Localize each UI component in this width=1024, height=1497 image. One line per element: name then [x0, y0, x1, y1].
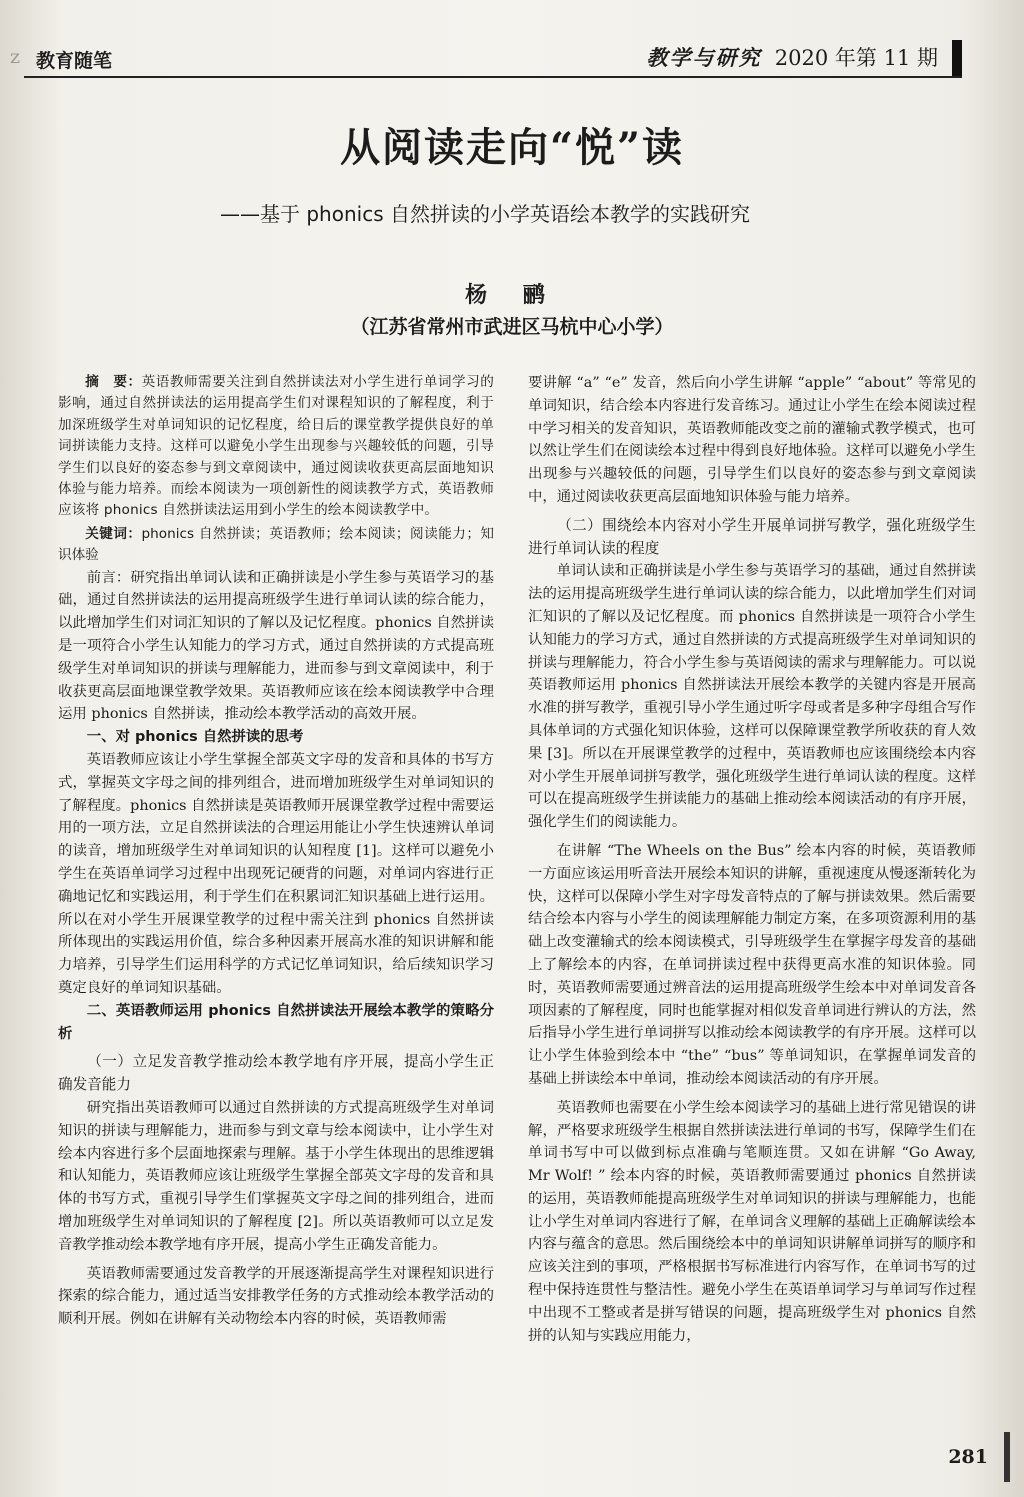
section-heading-1: 一、对 phonics 自然拼读的思考: [86, 729, 304, 746]
abstract: [58, 372, 494, 522]
header-corner-mark: z: [10, 46, 21, 68]
header-rule: [24, 76, 962, 78]
section-label: 教育随笔: [36, 50, 113, 72]
paragraph: 单词认读和正确拼读是小学生参与英语学习的基础，通过自然拼读法的运用提高班级学生进行单词认读的综合能力，以此增加学生们对词汇知识的了解以及记忆程度。而 phonics 自然拼读是一项符合小学生认知能力的学习方式，通过自然拼读的方式提高班级学生对单词知识的拼读与理解能力，符合小学生参与英语阅读的需求与理解能力。可以说英语教师运用 phonics 自然拼读法开展绘本教学的关键内容是开展高水准的拼写教学，重视引导小学生通过听字母或者是多种字母组合写作具体单词的方式强化知识体验，这样可以保障课堂教学所收获的育人效果 [3]。所以在开展课堂教学的过程中，英语教师也应该围绕绘本内容对小学生开展单词拼写教学，强化班级学生进行单词认读的程度。这样可以在提高班级学生拼读能力的基础上推动绘本阅读活动的有序开展，强化学生们的阅读能力。: [528, 563, 976, 831]
subsection-heading-2: （二）围绕绘本内容对小学生开展单词拼写教学，强化班级学生进行单词认读的程度: [528, 516, 976, 557]
running-header: [0, 40, 1024, 74]
article-title: 从阅读走向“悦”读: [339, 124, 684, 171]
paragraph: 英语教师也需要在小学生绘本阅读学习的基础上进行常见错误的讲解，严格要求班级学生根据自然拼读法进行单词的书写，保障学生们在单词书写中可以做到标点准确与笔顺连贯。又如在讲解 “Go Away, Mr Wolf! ” 绘本内容的时候，英语教师需要通过 phonics 自然拼读的运用，英语教师能提高班级学生对单词知识的拼读与理解能力，也能让小学生对单词内容进行了解，在单词含义理解的基础上正确解读绘本内容与蕴含的意思。然后围绕绘本中的单词知识讲解单词拼写的顺序和应该关注到的事项，严格根据书写标准进行内容写作，在单词书写的过程中保持连贯性与整洁性。避免小学生在英语单词学习与单词写作过程中出现不工整或者是拼写错误的问题，提高班级学生对 phonics 自然拼的认知与实践应用能力，: [528, 1099, 976, 1344]
paragraph: 英语教师需要通过发音教学的开展逐渐提高学生对课程知识进行探索的综合能力，通过适当安排教学任务的方式推动绘本教学活动的顺利开展。例如在讲解有关动物绘本内容的时候，英语教师需: [58, 1265, 494, 1328]
keywords-text: phonics 自然拼读；英语教师；绘本阅读；阅读能力；知识体验: [58, 525, 494, 564]
page-edge-mark: [1004, 1432, 1010, 1482]
paragraph: 英语教师应该让小学生掌握全部英文字母的发音和具体的书写方式，掌握英文字母之间的排列组合，进而增加班级学生对单词知识的了解程度。phonics 自然拼读是英语教师开展课堂教学过程中需要运用的一项方法，立足自然拼读法的合理运用能让小学生快速辨认单词的读音，增加班级学生对单词知识的认知程度 [1]。这样可以避免小学生在英语单词学习过程中出现死记硬背的问题，对单词内容进行正确地记忆和实践运用，利于学生们在积累词汇知识基础上进行运用。所以在对小学生开展课堂教学的过程中需关注到 phonics 自然拼读所体现出的实践运用价值，综合多种因素开展高水准的知识讲解和能力培养，引导学生们运用科学的方式记忆单词知识，给后续知识学习奠定良好的单词知识基础。: [58, 752, 494, 996]
abstract-label: 摘 要：: [85, 374, 142, 390]
journal-title: 教学与研究: [646, 45, 762, 70]
paragraph: 研究指出英语教师可以通过自然拼读的方式提高班级学生对单词知识的拼读与理解能力，进而参与到文章与绘本阅读中，让小学生对绘本内容进行多个层面地探索与理解。基于小学生体现出的思维逻辑和认知能力，英语教师应该让班级学生掌握全部英文字母的发音和具体的书写方式，重视引导学生们掌握英文字母之间的排列组合，进而增加班级学生对单词知识的了解程度 [2]。所以英语教师可以立足发音教学推动绘本教学地有序开展，提高小学生正确发音能力。: [58, 1099, 494, 1253]
header-block-mark: [952, 40, 962, 78]
keywords-label: 关键词：: [85, 525, 142, 542]
issue-label: 2020 年第 11 期: [774, 46, 938, 70]
abstract-text: 英语教师需要关注到自然拼读法对小学生进行单词学习的影响，通过自然拼读法的运用提高学生们对课程知识的了解程度，利于加深班级学生对单词知识的记忆程度，给日后的课堂教学提供良好的单词拼读能力支持。这样可以避免小学生出现参与兴趣较低的问题，引导学生们以良好的姿态参与到文章阅读中，通过阅读收获更高层面地知识体验与能力培养。而绘本阅读为一项创新性的阅读教学方式，英语教师应该将 phonics 自然拼读法运用到小学生的绘本阅读教学中。: [58, 374, 494, 519]
page-number: 281: [948, 1446, 988, 1468]
preface-paragraph: 前言：研究指出单词认读和正确拼读是小学生参与英语学习的基础，通过自然拼读法的运用提高班级学生进行单词认读的综合能力，以此增加学生们对词汇知识的了解以及记忆程度。phonics 自然拼读是一项符合小学生认知能力的学习方式，通过自然拼读的方式提高班级学生对单词知识的拼读与理解能力，进而参与到文章阅读中，利于收获更高层面地课堂教学效果。英语教师应该在绘本阅读教学中合理运用 phonics 自然拼读，推动绘本教学活动的高效开展。: [58, 569, 494, 723]
paragraph: 在讲解 “The Wheels on the Bus” 绘本内容的时候，英语教师一方面应该运用听音法开展绘本知识的讲解，重视速度从慢逐渐转化为快，这样可以保障小学生对字母发音特点的了解与拼读效果。然后需要结合绘本内容与小学生的阅读理解能力制定方案，在多项资源利用的基础上改变灌输式的绘本阅读模式，引导班级学生在掌握字母发音的基础上了解绘本的内容，在单词拼读过程中获得更高水准的知识体验。同时，英语教师需要通过辨音法的运用提高班级学生绘本中对单词发音各项因素的了解程度，同时也能掌握对相似发音单词进行辨认的方法，然后指导小学生进行单词拼写以推动绘本阅读教学的有序开展。这样可以让小学生体验到绘本中 “the” “bus” 等单词知识，在掌握单词发音的基础上拼读绘本中单词，推动绘本阅读活动的有序开展。: [528, 842, 976, 1087]
paragraph-continued: 要讲解 “a” “e” 发音，然后向小学生讲解 “apple” “about” 等常见的单词知识，结合绘本内容进行发音练习。通过让小学生在绘本阅读过程中学习相关的发音知识，英语教师能改变之前的灌输式教学模式，也可以然让学生们在阅读绘本过程中得到良好地体验。这样可以避免小学生出现参与兴趣较低的问题，引导学生们以良好的姿态参与到文章阅读中，通过阅读收获更高层面地知识体验与能力培养。: [528, 375, 976, 505]
section-heading-2: 二、英语教师运用 phonics 自然拼读法开展绘本教学的策略分析: [58, 1002, 494, 1042]
article-subtitle: ——基于 phonics 自然拼读的小学英语绘本教学的实践研究: [220, 202, 750, 226]
keywords: [58, 524, 494, 567]
right-column: [528, 372, 976, 1347]
left-column: [58, 372, 494, 1331]
author-affiliation: （江苏省常州市武进区马杭中心小学）: [350, 316, 674, 338]
journal-issue: [646, 42, 938, 72]
subsection-heading-1: （一）立足发音教学推动绘本教学地有序开展，提高小学生正确发音能力: [58, 1053, 494, 1094]
author-name: 杨 鹂: [465, 282, 559, 308]
